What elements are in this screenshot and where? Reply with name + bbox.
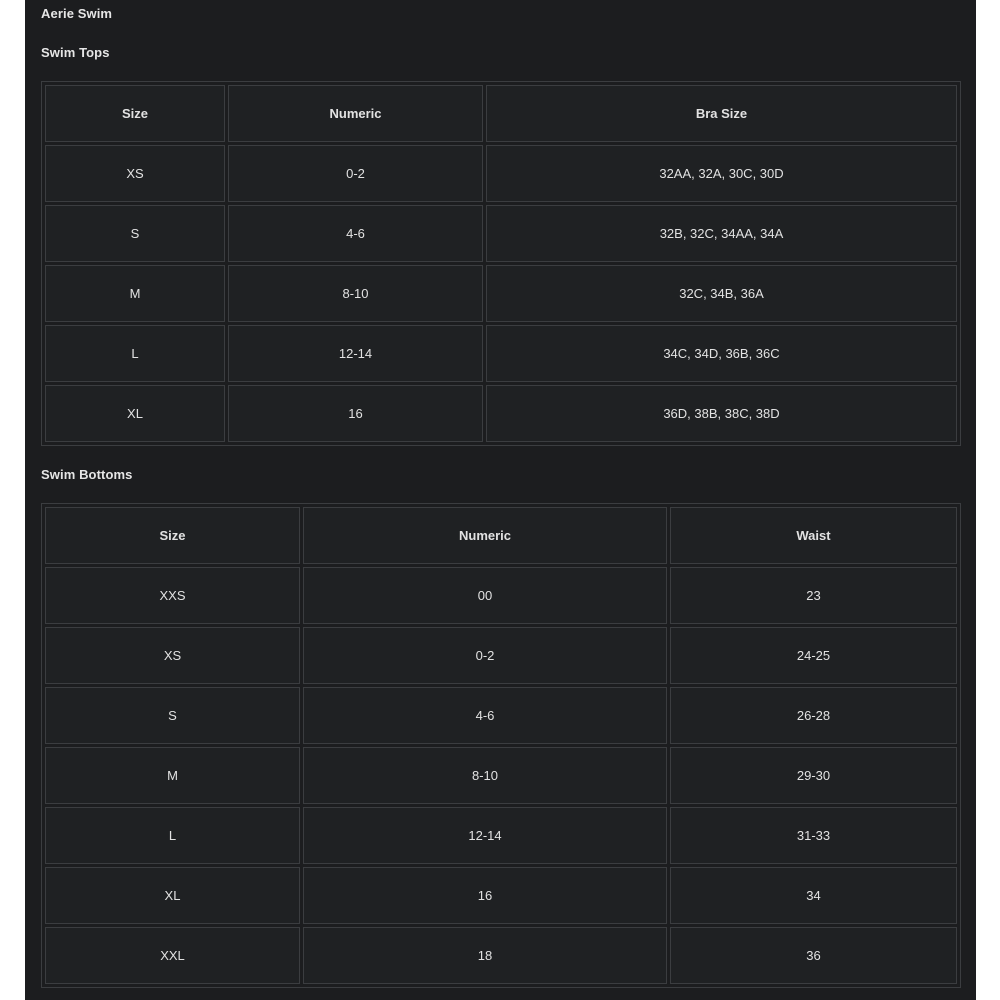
table-row [45, 927, 957, 984]
size-cell: L [45, 807, 300, 864]
size-cell: S [45, 205, 225, 262]
swim-bottoms-title: Swim Bottoms [41, 467, 133, 482]
swim-tops-table [41, 81, 961, 446]
size-cell: XS [45, 145, 225, 202]
size-cell: XXS [45, 567, 300, 624]
table-row [45, 325, 957, 382]
numeric-cell: 12-14 [228, 325, 483, 382]
swim-bottoms-table [41, 503, 961, 988]
table-row [45, 205, 957, 262]
bra-size-cell: 34C, 34D, 36B, 36C [486, 325, 957, 382]
waist-cell: 24-25 [670, 627, 957, 684]
table-row [45, 627, 957, 684]
numeric-cell: 4-6 [228, 205, 483, 262]
table-row [45, 687, 957, 744]
table-row [45, 867, 957, 924]
size-cell: XXL [45, 927, 300, 984]
waist-cell: 23 [670, 567, 957, 624]
waist-cell: 26-28 [670, 687, 957, 744]
bra-size-cell: 32C, 34B, 36A [486, 265, 957, 322]
size-cell: S [45, 687, 300, 744]
size-cell: M [45, 265, 225, 322]
swim-tops-title: Swim Tops [41, 45, 110, 60]
bra-size-cell: 36D, 38B, 38C, 38D [486, 385, 957, 442]
waist-cell: 36 [670, 927, 957, 984]
brand-title: Aerie Swim [41, 6, 113, 21]
numeric-cell: 8-10 [228, 265, 483, 322]
size-cell: XL [45, 385, 225, 442]
size-cell: XL [45, 867, 300, 924]
numeric-cell: 18 [303, 927, 667, 984]
numeric-cell: 16 [228, 385, 483, 442]
size-cell: M [45, 747, 300, 804]
waist-cell: 29-30 [670, 747, 957, 804]
numeric-cell: 8-10 [303, 747, 667, 804]
table-row [45, 145, 957, 202]
table-row [45, 385, 957, 442]
numeric-cell: 4-6 [303, 687, 667, 744]
table-header-row [45, 507, 957, 564]
table-row [45, 567, 957, 624]
column-header-waist: Waist [670, 507, 957, 564]
numeric-cell: 0-2 [228, 145, 483, 202]
numeric-cell: 00 [303, 567, 667, 624]
waist-cell: 31-33 [670, 807, 957, 864]
table-header-row [45, 85, 957, 142]
bra-size-cell: 32B, 32C, 34AA, 34A [486, 205, 957, 262]
table-row [45, 265, 957, 322]
size-cell: L [45, 325, 225, 382]
waist-cell: 34 [670, 867, 957, 924]
size-chart-panel [25, 0, 976, 1000]
numeric-cell: 16 [303, 867, 667, 924]
column-header-size: Size [45, 85, 225, 142]
column-header-size: Size [45, 507, 300, 564]
table-row [45, 747, 957, 804]
table-row [45, 807, 957, 864]
column-header-bra-size: Bra Size [486, 85, 957, 142]
size-cell: XS [45, 627, 300, 684]
bra-size-cell: 32AA, 32A, 30C, 30D [486, 145, 957, 202]
column-header-numeric: Numeric [228, 85, 483, 142]
numeric-cell: 12-14 [303, 807, 667, 864]
column-header-numeric: Numeric [303, 507, 667, 564]
numeric-cell: 0-2 [303, 627, 667, 684]
